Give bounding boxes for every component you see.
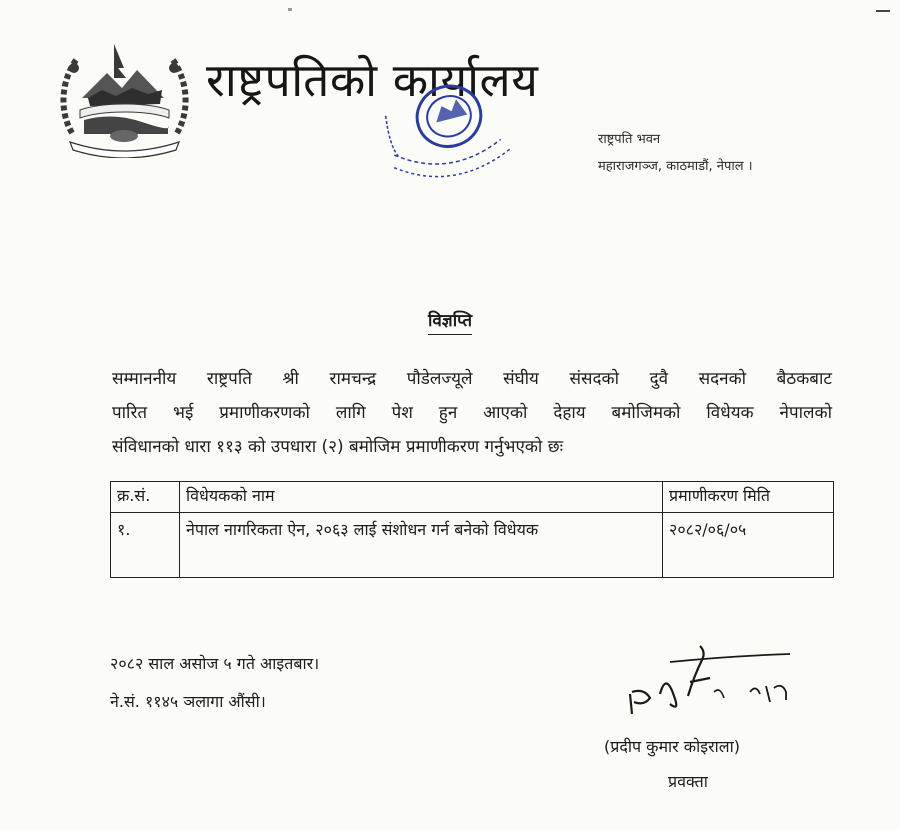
nepal-emblem-icon — [52, 38, 197, 158]
signature-icon — [610, 632, 810, 742]
notice-body — [112, 362, 832, 464]
notice-heading-text: विज्ञप्ति — [428, 311, 472, 335]
notice-heading — [0, 308, 900, 331]
body-line-3: संविधानको धारा ११३ को उपधारा (२) बमोजिम प्रमाणीकरण गर्नुभएको छः — [112, 437, 564, 457]
row-bill-name: नेपाल नागरिकता ऐन, २०६३ लाई संशोधन गर्न बनेको विधेयक — [180, 513, 663, 578]
address-line-1: राष्ट्रपति भवन — [598, 132, 661, 147]
table-row — [111, 513, 834, 578]
row-certification-date: २०८२/०६/०५ — [663, 513, 834, 578]
table-header-row — [111, 482, 834, 513]
bills-table — [110, 481, 834, 578]
body-line-2: पारित भई प्रमाणीकरणको लागि पेश हुन आएको देहाय बमोजिमको विधेयक नेपालको — [112, 403, 832, 423]
body-line-1: सम्माननीय राष्ट्रपति श्री रामचन्द्र पौडेलज्यूले संघीय संसदको दुवै सदनको बैठकबाट — [112, 369, 832, 389]
signer-name: (प्रदीप कुमार कोइराला) — [604, 737, 741, 756]
office-stamp-icon — [376, 78, 516, 188]
address-line-2: महाराजगञ्ज, काठमाडौं, नेपाल । — [598, 159, 753, 174]
header-bill-name: विधेयकको नाम — [180, 482, 663, 513]
date-line: २०८२ साल असोज ५ गते आइतबार। — [110, 654, 320, 673]
office-title: राष्ट्रपतिको कार्यालय — [206, 53, 539, 107]
office-address — [598, 126, 753, 180]
header-serial: क्र.सं. — [111, 482, 180, 513]
header-certification-date: प्रमाणीकरण मिति — [663, 482, 834, 513]
scan-artifact — [288, 8, 292, 11]
row-serial: १. — [111, 513, 180, 578]
signer-role: प्रवक्ता — [668, 772, 708, 791]
nepal-sambat-line: ने.सं. ११४५ ञलागा औंसी। — [110, 692, 266, 711]
scan-corner-mark — [876, 10, 890, 12]
